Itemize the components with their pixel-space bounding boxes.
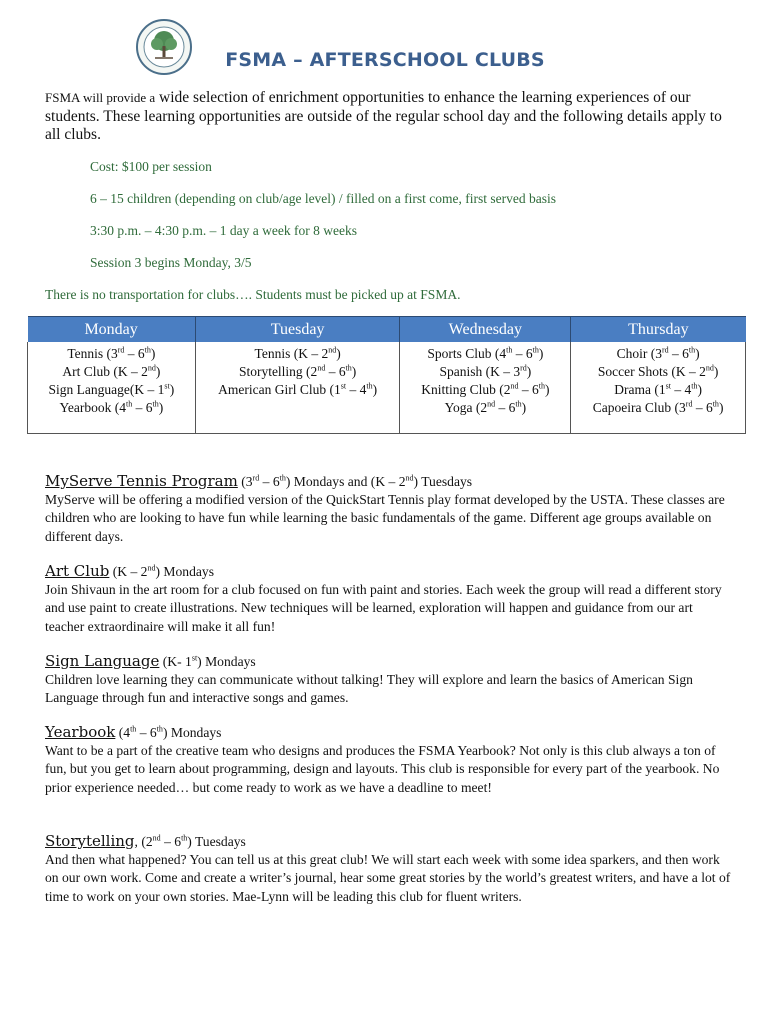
club-entry: Spanish (K – 3rd) (439, 363, 532, 379)
section-meta: , (2nd – 6th) Tuesdays (134, 833, 246, 849)
section-body: Join Shivaun in the art room for a club focused on fun with paint and stories. Each week the group will read a different story and use paint to create illustrations. New techniques will be learned, exploration will happen and guidance from our art teacher extraordinaire will make it all fun! (45, 582, 722, 634)
section-body: MyServe will be offering a modified version of the QuickStart Tennis play format developed by the USTA. These classes are children who are looking to have fun while learning the basic fundamentals of the game. Different age groups available on different days. (45, 492, 725, 544)
day-header: Thursday (571, 317, 746, 343)
section-title: Yearbook (45, 723, 116, 741)
day-header: Tuesday (195, 317, 400, 343)
group-size-line: 6 – 15 children (depending on club/age level) / filled on a first come, first served basis (90, 191, 556, 206)
club-entry: Tennis (K – 2nd) (254, 345, 341, 361)
club-entry: Soccer Shots (K – 2nd) (597, 363, 719, 379)
time-line: 3:30 p.m. – 4:30 p.m. – 1 day a week for 8 weeks (90, 223, 357, 238)
section-sign-language (45, 652, 735, 708)
intro-paragraph (45, 89, 735, 145)
section-meta: (4th – 6th) Mondays (115, 724, 222, 740)
intro-lead: FSMA will provide a (45, 90, 156, 105)
club-entry: Sign Language(K – 1st) (48, 381, 175, 397)
club-entry: Knitting Club (2nd – 6th) (421, 381, 550, 397)
thursday-column (571, 342, 746, 434)
section-meta: (3rd – 6th) Mondays and (K – 2nd) Tuesdays (237, 473, 473, 489)
schedule-table (27, 316, 746, 434)
club-entry: Art Club (K – 2nd) (62, 363, 161, 379)
session-line: Session 3 begins Monday, 3/5 (90, 255, 252, 270)
section-meta: (K- 1st) Mondays (159, 653, 256, 669)
section-tennis (45, 472, 735, 546)
section-body: Want to be a part of the creative team who designs and produces the FSMA Yearbook? Not only is this club always a ton of fun, but you get to learn about programming, design and layouts. This club is responsible for every part of the yearbook. No prior experience needed… but come ready to work as we have a deadline to meet! (45, 743, 720, 795)
club-entry: Sports Club (4th – 6th) (427, 345, 544, 361)
club-entry: Storytelling (2nd – 6th) (238, 363, 357, 379)
section-art (45, 562, 735, 636)
club-entry: American Girl Club (1st – 4th) (218, 381, 378, 397)
club-entry: Capoeira Club (3rd – 6th) (592, 399, 724, 415)
transport-line: There is no transportation for clubs…. Students must be picked up at FSMA. (45, 287, 461, 302)
section-title: Sign Language (45, 652, 160, 670)
tuesday-column (195, 342, 400, 434)
section-body: And then what happened? You can tell us at this great club! We will start each week with some idea sparkers, and then work on our own work. Come and create a writer’s journal, hear some great stories by the world’s greatest writers, and have a lot of time to work on your own stories. Mae-Lynn will be leading this club for fluent writers. (45, 852, 731, 904)
day-header: Monday (28, 317, 196, 343)
club-entry: Drama (1st – 4th) (614, 381, 702, 397)
page-title: FSMA – AFTERSCHOOL CLUBS (225, 49, 545, 71)
section-title: Art Club (45, 562, 110, 580)
cost-line: Cost: $100 per session (90, 159, 212, 174)
section-title: MyServe Tennis Program (45, 472, 238, 490)
section-storytelling (45, 832, 735, 906)
monday-column (28, 342, 196, 434)
section-meta: (K – 2nd) Mondays (109, 563, 215, 579)
intro-text: wide selection of enrichment opportunities to enhance the learning experiences of our students. These learning opportunities are outside of the regular school day and the following details apply to all clubs. (45, 89, 722, 143)
club-entry: Yoga (2nd – 6th) (444, 399, 527, 415)
section-body: Children love learning they can communicate without talking! They will explore and learn the basics of American Sign Language through fun and interactive songs and games. (45, 672, 693, 706)
club-entry: Choir (3rd – 6th) (616, 345, 700, 361)
section-title: Storytelling (45, 832, 135, 850)
wednesday-column (400, 342, 571, 434)
club-entry: Tennis (3rd – 6th) (67, 345, 156, 361)
section-yearbook (45, 723, 735, 797)
day-header: Wednesday (400, 317, 571, 343)
club-entry: Yearbook (4th – 6th) (59, 399, 164, 415)
